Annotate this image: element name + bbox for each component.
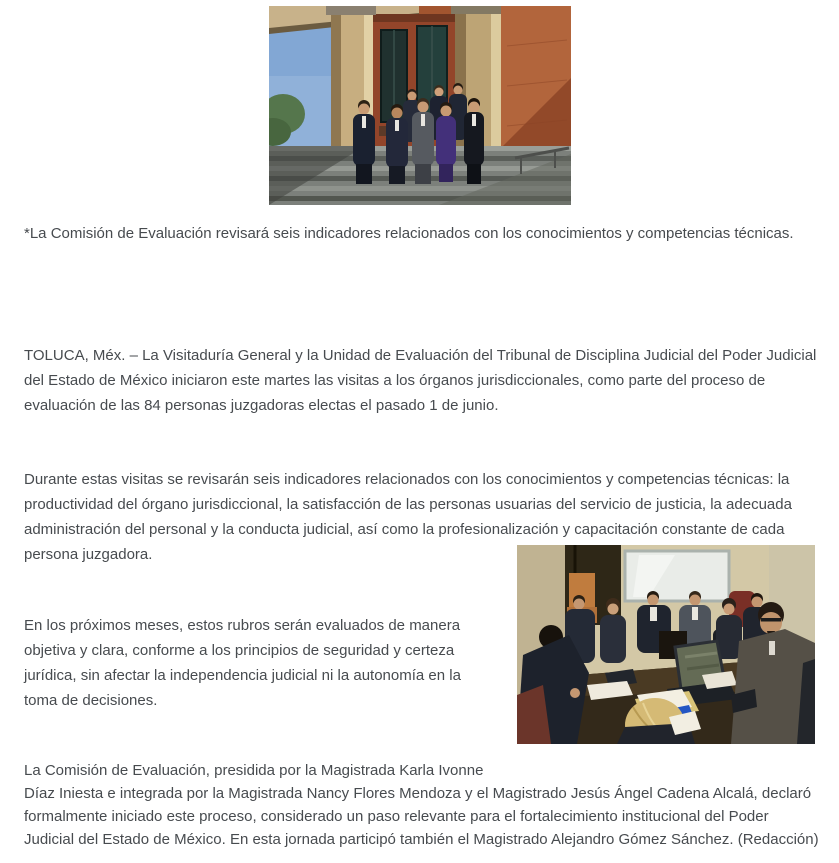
text-line: En los próximos meses, estos rubros serán evaluados de manera xyxy=(24,617,461,634)
text-line: objetiva y clara, conforme a los principios de seguridad y certeza xyxy=(24,642,455,659)
text-line: Durante estas visitas se revisarán seis indicadores relacionados con los conocimientos y competencias técnicas: la xyxy=(24,471,790,488)
photo-courthouse-group xyxy=(269,6,571,205)
article-lead xyxy=(24,221,794,246)
text-line: toma de decisiones. xyxy=(24,692,158,709)
text-line: TOLUCA, Méx. – La Visitaduría General y la Unidad de Evaluación del Tribunal de Disciplina Judicial del Poder Judicial xyxy=(24,347,817,364)
article-paragraph-comision xyxy=(24,759,819,851)
text-line: administración del personal y la conducta judicial, así como la profesionalización y capacitación constante de cada xyxy=(24,521,785,538)
text-line: Judicial del Estado de México. En esta jornada participó también el Magistrado Alejandro Gómez Sánchez. (Redacción) xyxy=(24,831,819,848)
text-line: evaluación de las 84 personas juzgadoras electas el pasado 1 de junio. xyxy=(24,397,499,414)
text-line: persona juzgadora. xyxy=(24,546,153,563)
text-line: La Comisión de Evaluación, presidida por la Magistrada Karla Ivonne xyxy=(24,762,484,779)
text-line: formalmente iniciado este proceso, considerado un paso relevante para el fortalecimiento institucional del Poder xyxy=(24,808,769,825)
text-line: *La Comisión de Evaluación revisará seis indicadores relacionados con los conocimientos y competencias técnicas. xyxy=(24,225,794,242)
text-line: del Estado de México iniciaron este martes las visitas a los órganos jurisdiccionales, como parte del proceso de xyxy=(24,372,766,389)
text-line: productividad del órgano jurisdiccional, la satisfacción de las personas usuarias del servicio de justicia, la adecuada xyxy=(24,496,792,513)
meeting-photo-illustration xyxy=(517,545,815,744)
article-paragraph-rubros xyxy=(24,613,461,713)
text-line: Díaz Iniesta e integrada por la Magistrada Nancy Flores Mendoza y el Magistrado Jesús Ángel Cadena Alcalá, declaró xyxy=(24,785,812,802)
text-line: jurídica, sin afectar la independencia judicial ni la autonomía en la xyxy=(24,667,461,684)
photo-evaluation-meeting xyxy=(517,545,815,744)
article-paragraph-toluca xyxy=(24,343,816,418)
courthouse-photo-illustration xyxy=(269,6,571,205)
